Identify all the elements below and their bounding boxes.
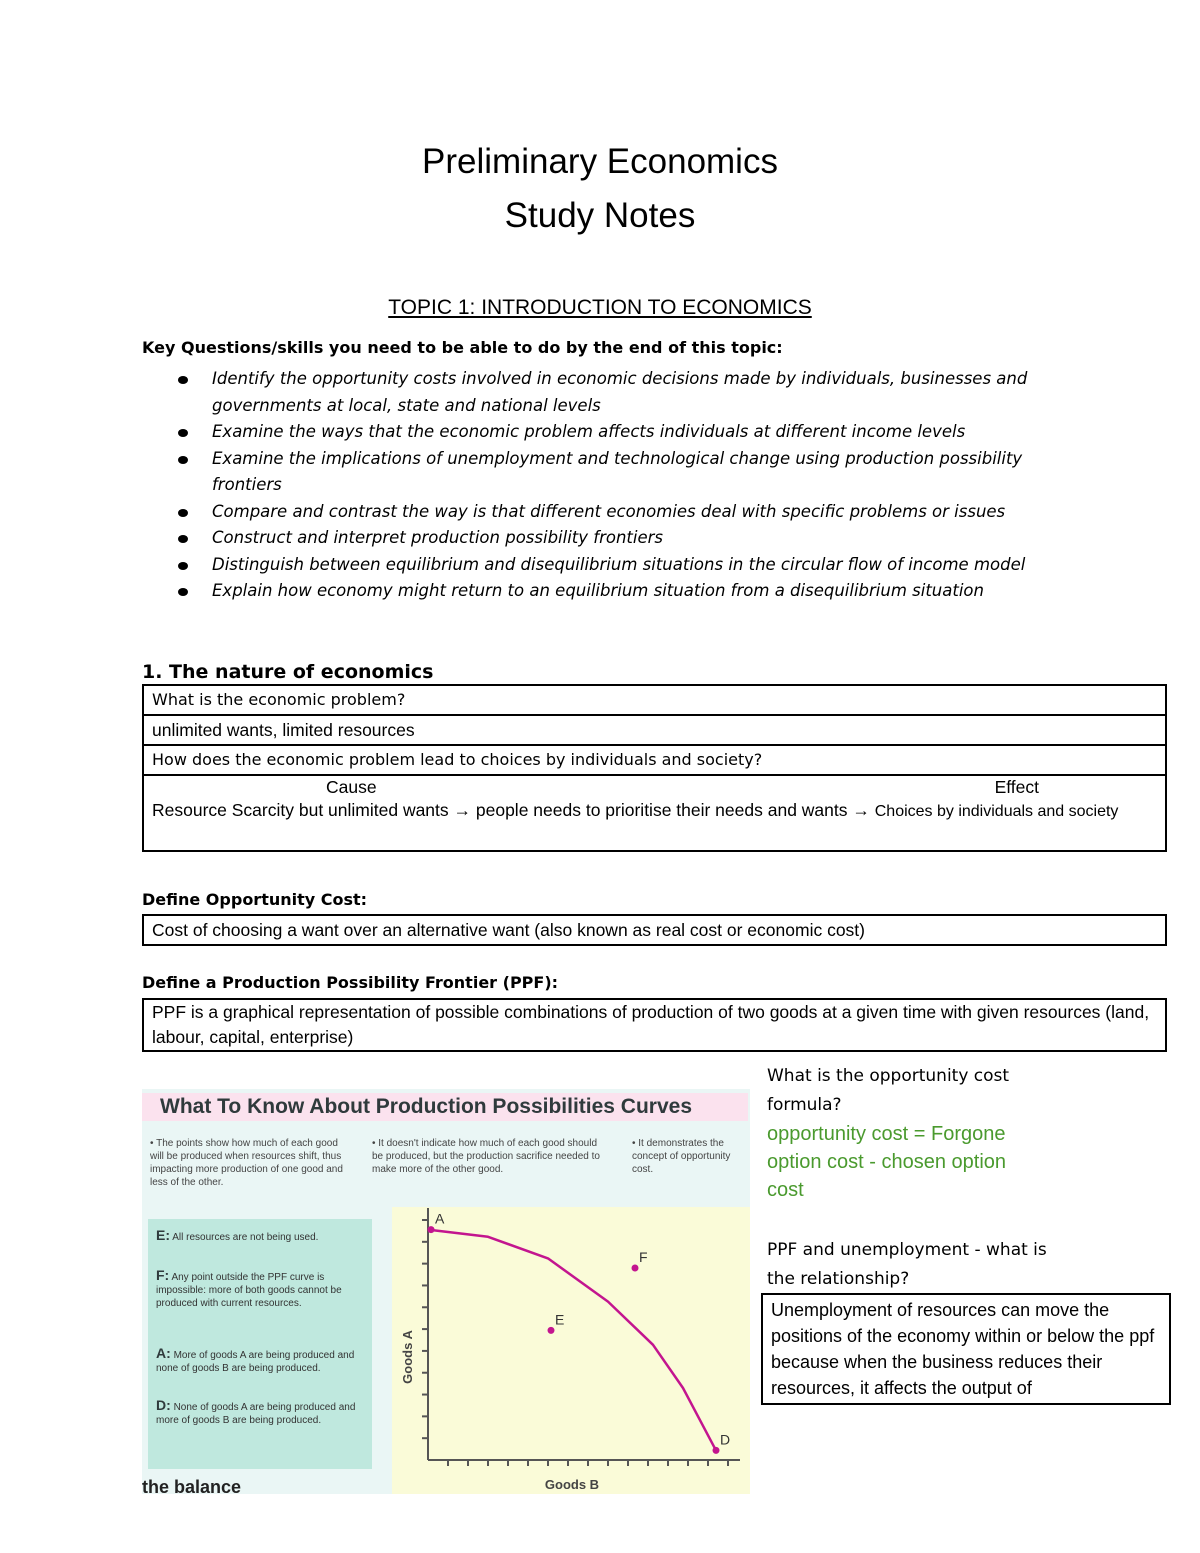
list-item: Distinguish between equilibrium and disequilibrium situations in the circular flow of income model [142,552,1082,579]
opportunity-cost-box [142,914,1167,946]
ppf-chart [392,1207,750,1494]
point-definitions-panel [148,1219,372,1469]
point-a [428,1226,435,1233]
infographic-point-3: • It demonstrates the concept of opportunity cost. [632,1138,731,1175]
answer-cell: unlimited wants, limited resources [143,715,1166,745]
bullet-icon [178,562,188,570]
definition-f: F: Any point outside the PPF curve is impossible: more of both goods cannot be produced with current resources. [156,1267,342,1309]
oc-formula-question: What is the opportunity cost formula? [767,1066,1010,1115]
list-item: Identify the opportunity costs involved in economic decisions made by individuals, businesses and governments at local, state and national levels [142,366,1082,419]
point-d [713,1447,720,1454]
key-questions-list [142,366,1082,605]
opportunity-cost-label: Define Opportunity Cost: [142,890,368,909]
point-label-a: A [435,1210,445,1227]
key-questions-heading: Key Questions/skills you need to be able to do by the end of this topic: [142,338,783,357]
topic-heading: TOPIC 1: INTRODUCTION TO ECONOMICS [388,296,812,319]
ppc-infographic [142,1089,750,1494]
answer-cell: PPF is a graphical representation of possible combinations of production of two goods at a given time with given resources (land, labour, capital, enterprise) [143,999,1166,1051]
ppf-curve [428,1230,716,1451]
answer-cell: Cost of choosing a want over an alternative want (also known as real cost or economic cost) [143,915,1166,945]
point-label-d: D [720,1431,731,1448]
question-cell: What is the economic problem? [143,685,1166,715]
infographic-point-2: • It doesn't indicate how much of each good should be produced, but the production sacrifice needed to make more of the other good. [372,1138,600,1175]
document-title-line1: Preliminary Economics [422,142,778,181]
y-axis-label: Goods A [400,1330,415,1384]
point-label-e: E [555,1311,565,1328]
bullet-icon [178,535,188,543]
oc-formula-answer: opportunity cost = Forgone option cost - chosen option cost [767,1123,1007,1201]
point-e [548,1327,555,1334]
ppf-definition-label: Define a Production Possibility Frontier (PPF): [142,973,559,992]
bullet-icon [178,509,188,517]
economic-problem-table [142,684,1167,852]
point-label-f: F [639,1249,648,1265]
document-title-line2: Study Notes [504,196,696,235]
list-item: Examine the implications of unemployment and technological change using production possibility frontiers [142,446,1082,499]
bullet-icon [178,456,188,464]
infographic-point-1: • The points show how much of each good will be produced when resources shift, thus impacting more production of one good and less of the other. [150,1138,343,1188]
definition-a: A: More of goods A are being produced and none of goods B are being produced. [156,1345,355,1374]
ppf-unemployment-question: PPF and unemployment - what is the relationship? [767,1240,1047,1289]
definition-e: E: All resources are not being used. [156,1227,319,1243]
ppf-unemployment-answer: Unemployment of resources can move the positions of the economy within or below the ppf because when the business reduces their resources, it affects the output of [761,1293,1171,1405]
section-heading: 1. The nature of economics [142,661,434,683]
cause-effect-tail: Choices by individuals and society [874,803,1119,820]
effect-label: Effect [994,777,1039,797]
answer-cell [143,775,1166,851]
ppf-definition-box [142,998,1167,1052]
brand-logo: the balance [142,1477,242,1494]
list-item: Examine the ways that the economic problem affects individuals at different income levels [142,419,1082,446]
cause-effect-text: Resource Scarcity but unlimited wants → people needs to prioritise their needs and wants → [152,800,875,820]
bullet-icon [178,588,188,596]
definition-d: D: None of goods A are being produced and more of goods B are being produced. [156,1397,356,1426]
bullet-icon [178,429,188,437]
list-item: Compare and contrast the way is that different economies deal with specific problems or issues [142,499,1082,526]
infographic-title: What To Know About Production Possibilities Curves [142,1093,748,1121]
x-axis-label: Goods B [544,1477,600,1492]
bullet-icon [178,376,188,384]
list-item: Construct and interpret production possibility frontiers [142,525,1082,552]
point-f [632,1265,639,1272]
question-cell: How does the economic problem lead to choices by individuals and society? [143,745,1166,775]
ppf-chart-area [392,1207,750,1494]
cause-label: Cause [326,777,377,797]
list-item: Explain how economy might return to an equilibrium situation from a disequilibrium situation [142,578,1082,605]
